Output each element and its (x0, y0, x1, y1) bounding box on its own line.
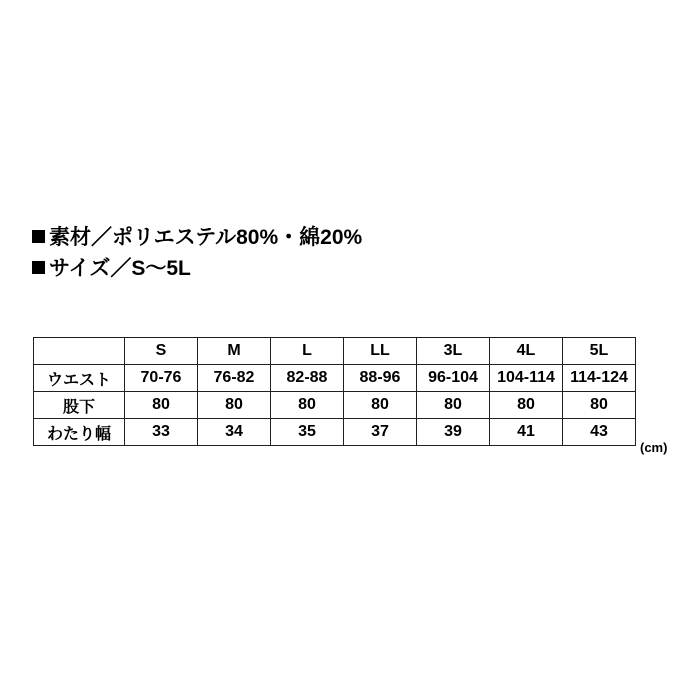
unit-label: (cm) (640, 440, 668, 455)
cell-inseam-5l: 80 (563, 392, 636, 419)
cell-thigh-4l: 41 (490, 419, 563, 446)
table-header-s: S (125, 338, 198, 365)
table-row (34, 392, 636, 419)
cell-inseam-m: 80 (198, 392, 271, 419)
size-table-container (33, 337, 636, 446)
table-header-l: L (271, 338, 344, 365)
row-label-inseam: 股下 (34, 392, 125, 419)
square-bullet-icon (32, 261, 45, 274)
square-bullet-icon (32, 230, 45, 243)
spec-line-material-text: 素材／ポリエステル80%・綿20% (49, 226, 363, 249)
table-header-ll: LL (344, 338, 417, 365)
cell-waist-s: 70-76 (125, 365, 198, 392)
table-row (34, 365, 636, 392)
cell-inseam-3l: 80 (417, 392, 490, 419)
cell-inseam-4l: 80 (490, 392, 563, 419)
cell-thigh-m: 34 (198, 419, 271, 446)
cell-inseam-s: 80 (125, 392, 198, 419)
table-corner-cell (34, 338, 125, 365)
cell-waist-4l: 104-114 (490, 365, 563, 392)
cell-waist-m: 76-82 (198, 365, 271, 392)
cell-thigh-l: 35 (271, 419, 344, 446)
table-header-5l: 5L (563, 338, 636, 365)
row-label-waist: ウエスト (34, 365, 125, 392)
table-row (34, 419, 636, 446)
cell-waist-3l: 96-104 (417, 365, 490, 392)
spec-line-size-text: サイズ／S〜5L (49, 257, 191, 280)
table-header-3l: 3L (417, 338, 490, 365)
cell-waist-l: 82-88 (271, 365, 344, 392)
cell-inseam-ll: 80 (344, 392, 417, 419)
cell-thigh-s: 33 (125, 419, 198, 446)
cell-thigh-ll: 37 (344, 419, 417, 446)
spec-line-material (32, 222, 652, 253)
cell-thigh-5l: 43 (563, 419, 636, 446)
cell-thigh-3l: 39 (417, 419, 490, 446)
table-header-4l: 4L (490, 338, 563, 365)
row-label-thigh-width: わたり幅 (34, 419, 125, 446)
spec-text-block (32, 222, 652, 284)
table-header-row (34, 338, 636, 365)
cell-waist-ll: 88-96 (344, 365, 417, 392)
size-table (33, 337, 636, 446)
spec-line-size (32, 253, 652, 284)
cell-waist-5l: 114-124 (563, 365, 636, 392)
table-header-m: M (198, 338, 271, 365)
cell-inseam-l: 80 (271, 392, 344, 419)
